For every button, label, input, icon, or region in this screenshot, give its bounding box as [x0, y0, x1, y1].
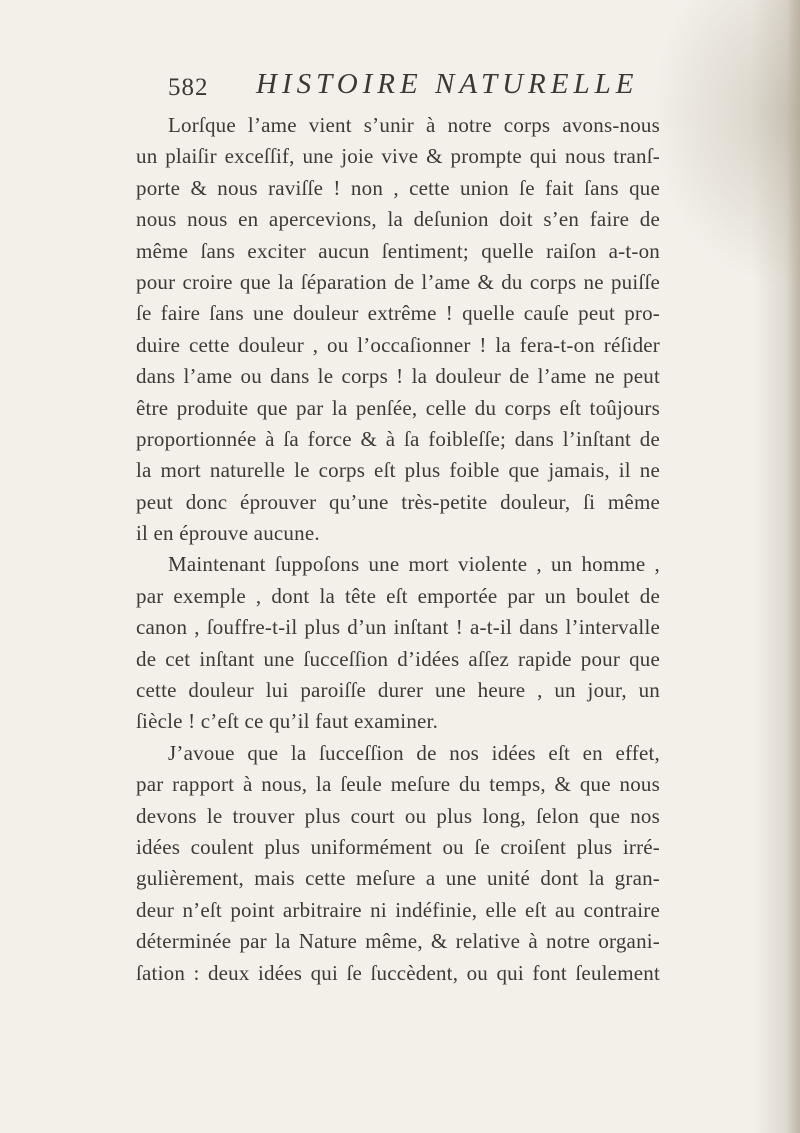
page-number: 582 [168, 74, 209, 101]
running-title: HISTOIRE NATURELLE [256, 68, 639, 100]
text-line: cette douleur lui paroiſſe durer une heure , un jour, un [136, 678, 660, 703]
text-line: nous nous en apercevions, la deſunion doit s’en faire de [136, 207, 660, 232]
text-line: la mort naturelle le corps eſt plus foible que jamais, il ne [136, 458, 660, 483]
text-line: il en éprouve aucune. [136, 521, 320, 546]
body-text [136, 110, 660, 989]
text-line: duire cette douleur , ou l’occaſionner ! la fera-t-on réſider [136, 332, 660, 357]
text-line: ſation : deux idées qui ſe ſuccèdent, ou qui font ſeulement [136, 960, 660, 985]
text-line: proportionnée à ſa force & à ſa foibleſſe; dans l’inſtant de [136, 426, 660, 451]
page-header [168, 66, 648, 106]
text-line: deur n’eſt point arbitraire ni indéfinie, elle eſt au contraire [136, 897, 660, 922]
text-line: ſe faire ſans une douleur extrême ! quelle cauſe peut pro- [136, 301, 660, 326]
text-line: même ſans exciter aucun ſentiment; quelle raiſon a-t-on [136, 238, 660, 263]
text-line: canon , ſouffre-t-il plus d’un inſtant ! a-t-il dans l’intervalle [136, 615, 660, 640]
text-line: porte & nous raviſſe ! non , cette union ſe fait ſans que [136, 175, 660, 200]
text-line: dans l’ame ou dans le corps ! la douleur de l’ame ne peut [136, 364, 660, 389]
text-line: un plaiſir exceſſif, une joie vive & prompte qui nous tranſ- [136, 144, 660, 169]
text-line: gulièrement, mais cette meſure a une unité dont la gran- [136, 866, 660, 891]
text-line: J’avoue que la ſucceſſion de nos idées eſt en effet, [168, 740, 660, 765]
text-line: Maintenant ſuppoſons une mort violente , un homme , [168, 552, 660, 577]
text-line: ſiècle ! c’eſt ce qu’il faut examiner. [136, 709, 439, 734]
text-line: devons le trouver plus court ou plus long, ſelon que nos [136, 803, 660, 828]
text-line: par rapport à nous, la ſeule meſure du temps, & que nous [136, 772, 660, 797]
text-line: pour croire que la ſéparation de l’ame & du corps ne puiſſe [136, 269, 660, 294]
text-line: déterminée par la Nature même, & relative à notre organi- [136, 929, 660, 954]
text-line: peut donc éprouver qu’une très-petite douleur, ſi même [136, 489, 660, 514]
text-line: être produite que par la penſée, celle du corps eſt toûjours [136, 395, 660, 420]
text-line: par exemple , dont la tête eſt emportée par un boulet de [136, 583, 660, 608]
text-line: idées coulent plus uniformément ou ſe croiſent plus irré- [136, 834, 660, 859]
text-line: Lorſque l’ame vient s’unir à notre corps avons-nous [168, 113, 660, 137]
text-line: de cet inſtant une ſucceſſion d’idées aſſez rapide pour que [136, 646, 660, 671]
page-edge-shadow [786, 0, 800, 1133]
